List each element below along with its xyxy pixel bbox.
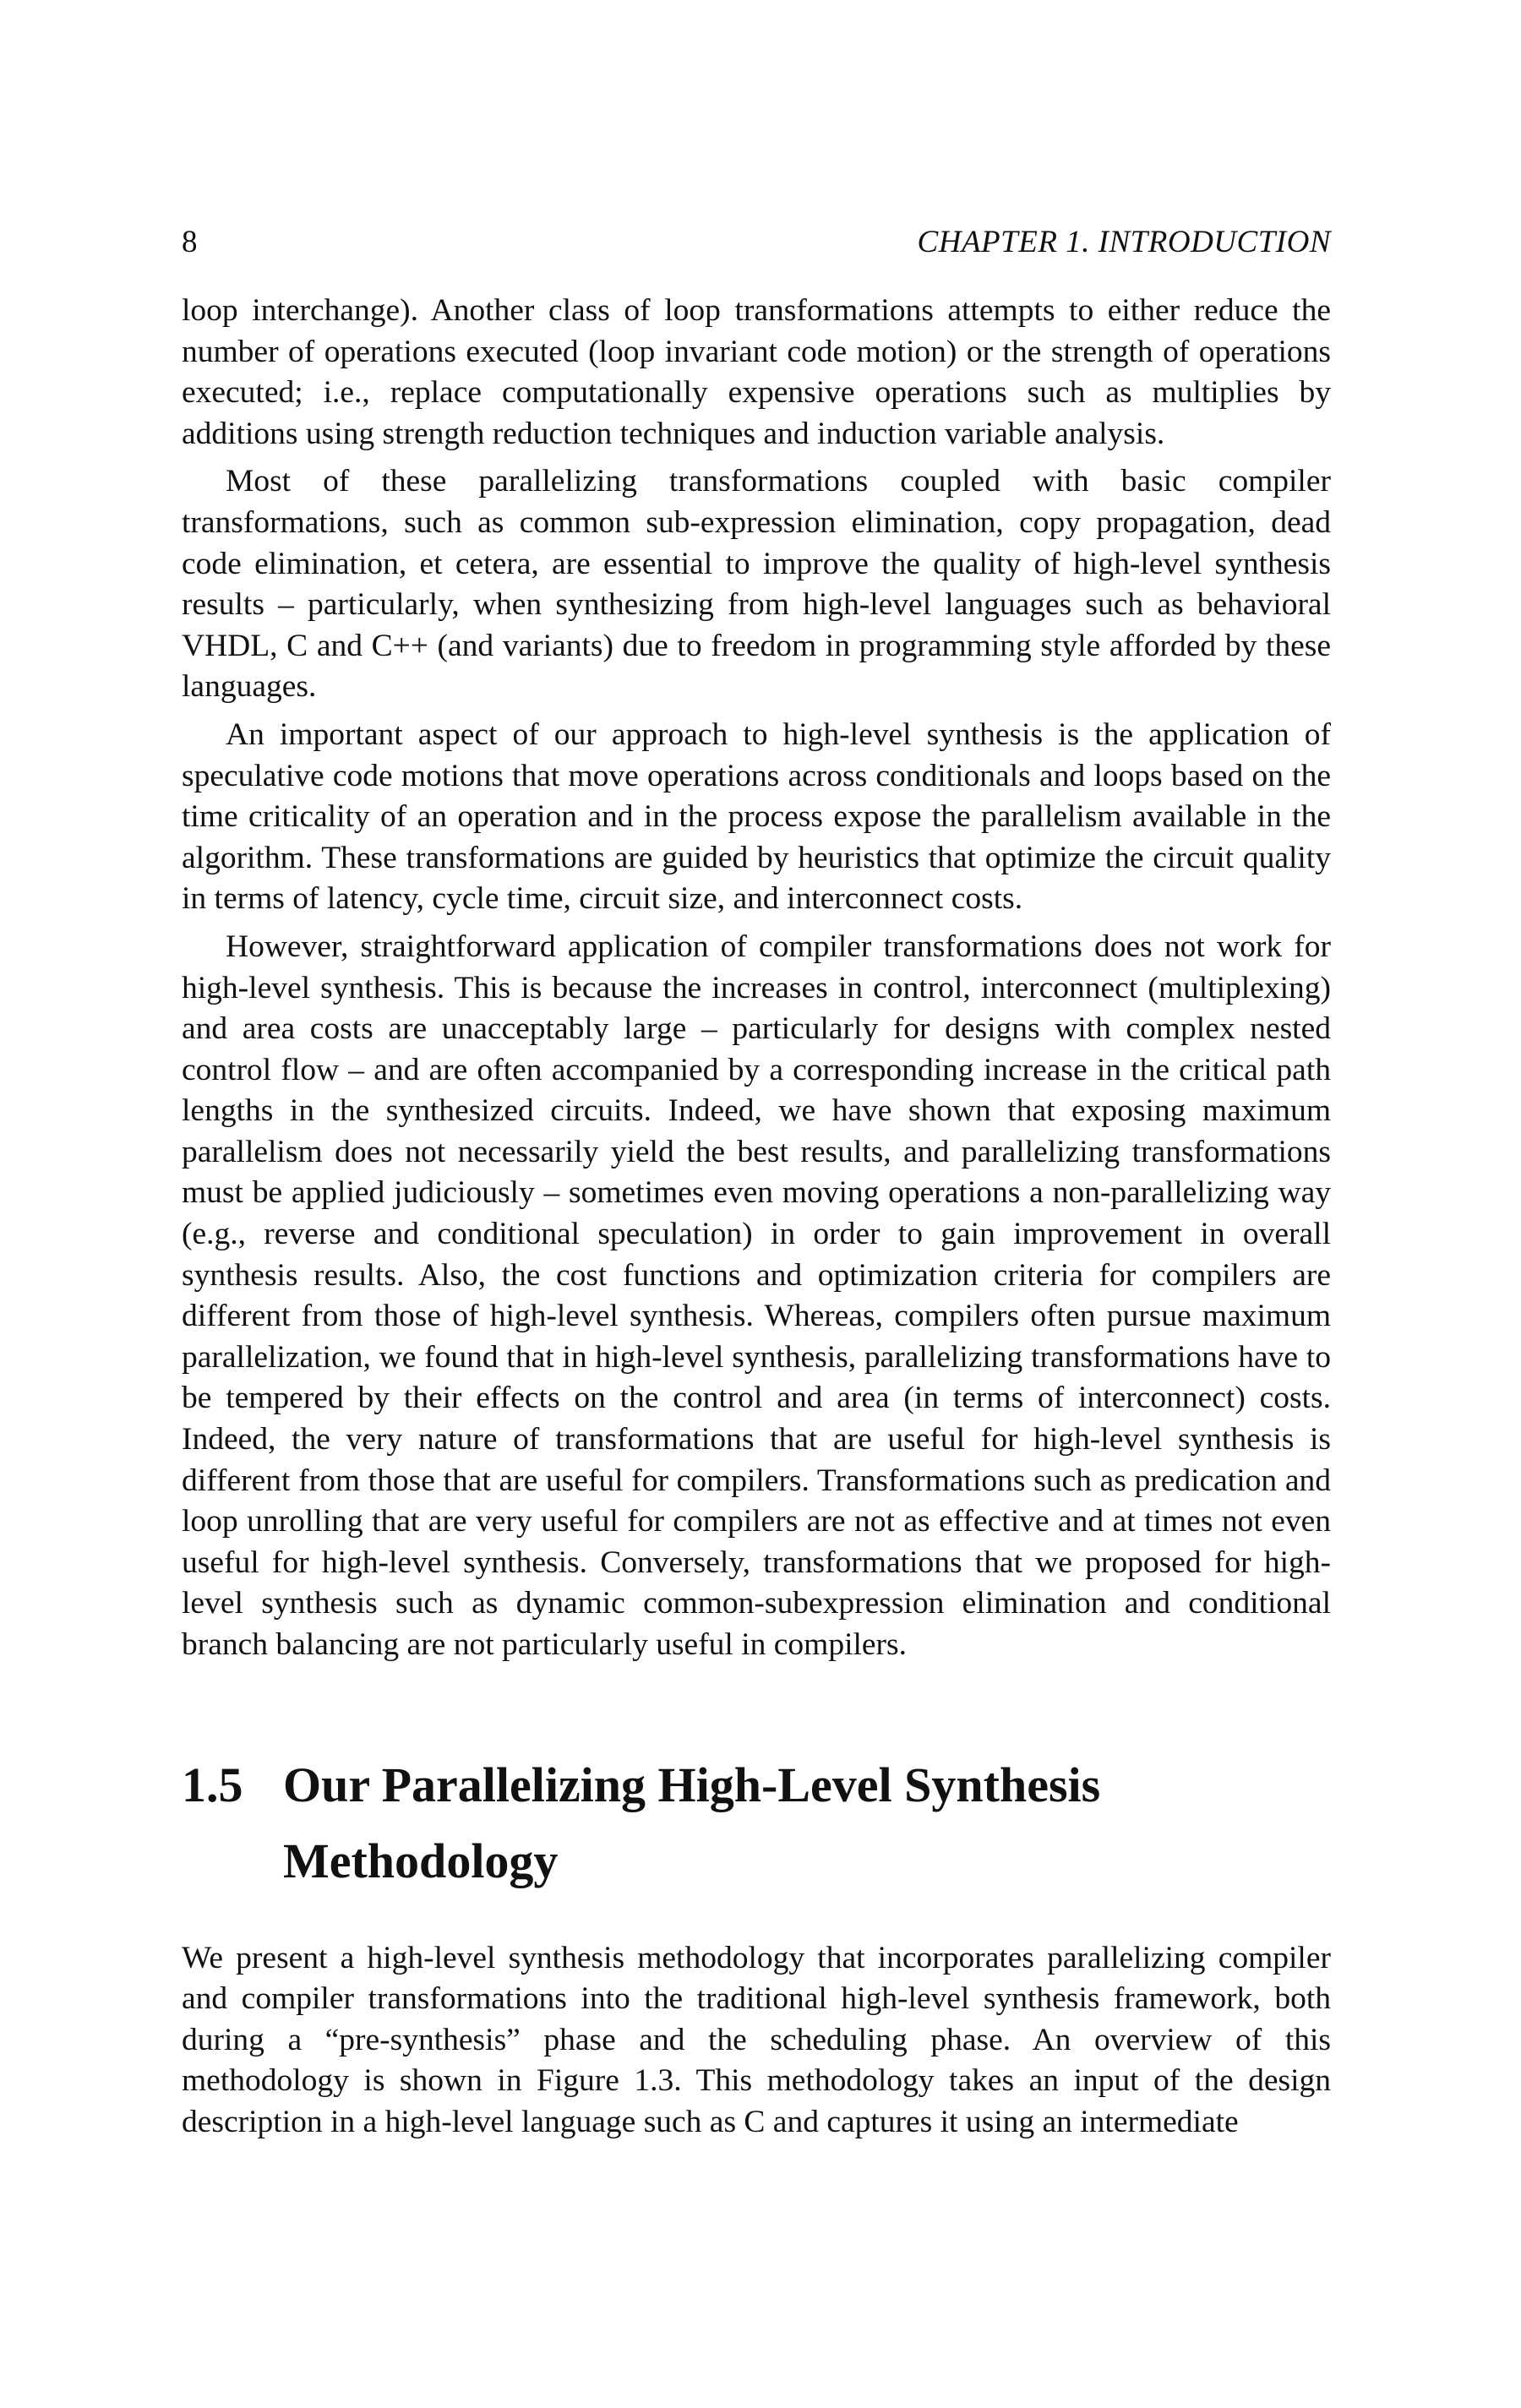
body-text [182, 291, 1331, 1666]
running-head [182, 221, 1331, 264]
paragraph-2: Most of these parallelizing transformations coupled with basic compiler transformations, such as common sub-expression elimination, copy propagation, dead code elimination, et cetera, are essential to improve the quality of high-level synthesis results – particularly, when synthesizing from high-level languages such as behavioral VHDL, C and C++ (and variants) due to freedom in programming style afforded by these languages. [182, 464, 1331, 705]
section-paragraph-1: We present a high-level synthesis methodology that incorporates parallelizing compiler and compiler transformations into the traditional high-level synthesis framework, both during a “pre-synthesis” phase and the scheduling phase. An overview of this methodology is shown in Figure 1.3. This methodology takes an input of the design description in a high-level language such as C and captures it using an intermediate [182, 1940, 1331, 2139]
section-number: 1.5 [182, 1757, 243, 1812]
section-title: Our Parallelizing High-Level Synthesis Methodology [283, 1757, 1101, 1888]
paragraph-4: However, straightforward application of compiler transformations does not work for high-level synthesis. This is because the increases in control, interconnect (multiplexing) and area costs are unacceptably large – particularly for designs with complex nested control flow – and are often accompanied by a corresponding increase in the critical path lengths in the synthesized circuits. Indeed, we have shown that exposing maximum parallelism does not necessarily yield the best results, and parallelizing transformations must be applied judiciously – sometimes even moving operations a non-parallelizing way (e.g., reverse and conditional speculation) in order to gain improvement in overall synthesis results. Also, the cost functions and optimization criteria for compilers are different from those of high-level synthesis. Whereas, compilers often pursue maximum parallelization, we found that in high-level synthesis, parallelizing transformations have to be tempered by their effects on the control and area (in terms of interconnect) costs. Indeed, the very nature of transformations that are useful for high-level synthesis is different from those that are useful for compilers. Transformations such as predication and loop unrolling that are very useful for compilers are not as effective and at times not even useful for high-level synthesis. Conversely, transformations that we proposed for high-level synthesis such as dynamic common-subexpression elimination and conditional branch balancing are not particularly useful in compilers. [182, 929, 1331, 1662]
paragraph-1: loop interchange). Another class of loop transformations attempts to either reduce the number of operations executed (loop invariant code motion) or the strength of operations executed; i.e., replace computationally expensive operations such as multiplies by additions using strength reduction techniques and induction variable analysis. [182, 293, 1331, 451]
paragraph-3: An important aspect of our approach to high-level synthesis is the application of speculative code motions that move operations across conditionals and loops based on the time criticality of an operation and in the process expose the parallelism available in the algorithm. These transformations are guided by heuristics that optimize the circuit quality in terms of latency, cycle time, circuit size, and interconnect costs. [182, 716, 1331, 917]
page-number: 8 [182, 225, 198, 259]
section-heading [182, 1747, 1331, 1899]
chapter-title: CHAPTER 1. INTRODUCTION [917, 225, 1331, 259]
section-body-text [182, 1938, 1331, 2144]
book-page [182, 221, 1331, 2144]
